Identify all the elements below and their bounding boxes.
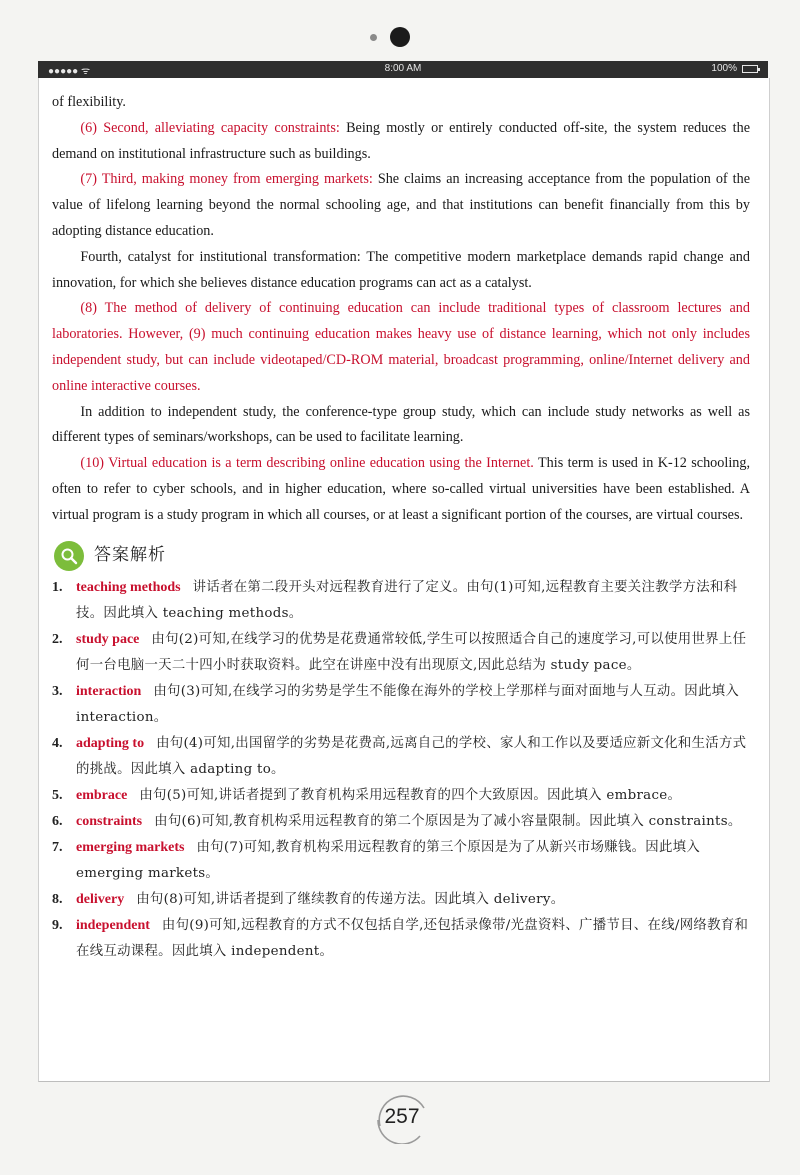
answer-term: study pace <box>76 631 140 647</box>
sentence: In addition to independent study, the conference-type group study, which can include study networks as well as different types of seminars/workshops, can be used to facilitate learning. <box>52 403 750 446</box>
answer-number: 5. <box>52 787 63 803</box>
paragraph <box>52 245 750 297</box>
sentence: of flexibility. <box>52 94 126 110</box>
page-content <box>52 90 750 965</box>
sentence: She claims an increasing acceptance from the population of the value of lifelong learning beyond the normal schooling age, and that institutions can benefit financially from this by adopting distance education. <box>52 171 750 239</box>
answer-explanation: 由句(9)可知,远程教育的方式不仅包括自学,还包括录像带/光盘资料、广播节目、在线/网络教育和在线互动课程。因此填入 independent。 <box>76 917 749 959</box>
sensor-dot <box>370 34 377 41</box>
paragraph <box>52 296 750 399</box>
sentence: Being mostly or entirely conducted off-site, the system reduces the demand on institutional infrastructure such as buildings. <box>52 119 750 162</box>
answer-number: 7. <box>52 839 63 855</box>
paragraph <box>52 167 750 244</box>
camera-lens <box>390 27 410 47</box>
answer-item <box>52 679 750 731</box>
answer-number: 6. <box>52 813 63 829</box>
answer-explanation: 由句(6)可知,教育机构采用远程教育的第二个原因是为了减小容量限制。因此填入 constraints。 <box>154 813 742 829</box>
answer-term: emerging markets <box>76 839 185 855</box>
answer-term: adapting to <box>76 735 145 751</box>
answer-term: independent <box>76 917 150 933</box>
highlighted-sentence: (7) Third, making money from emerging markets: <box>80 171 378 188</box>
answer-list <box>52 575 750 965</box>
highlighted-sentence: (6) Second, alleviating capacity constraints: <box>80 119 347 136</box>
page-number: 257 <box>384 1105 420 1128</box>
answer-term: interaction <box>76 683 142 699</box>
sentence: This term is used in K-12 schooling, often to refer to cyber schools, and in higher education, where so-called virtual universities have been established. A virtual program is a study program in which all courses, or at least a significant portion of the courses, are virtual courses. <box>52 455 750 523</box>
answer-number: 4. <box>52 735 63 751</box>
answer-term: teaching methods <box>76 579 181 595</box>
battery-status <box>711 63 758 74</box>
highlighted-sentence: (8) The method of delivery of continuing education can include traditional types of classroom lectures and laboratories. However, (9) much continuing education makes heavy use of distance learning, which not only includes independent study, but can include videotaped/CD-ROM material, broadcast programming, online/Internet delivery and online interactive courses. <box>52 300 750 394</box>
answer-number: 2. <box>52 631 63 647</box>
device-bezel <box>0 0 800 60</box>
paragraph <box>52 90 750 116</box>
answer-explanation: 由句(4)可知,出国留学的劣势是花费高,远离自己的学校、家人和工作以及要适应新文化和生活方式的挑战。因此填入 adapting to。 <box>76 735 747 777</box>
highlighted-sentence: (10) Virtual education is a term describing online education using the Internet. <box>80 455 538 472</box>
paragraph <box>52 400 750 452</box>
answer-number: 9. <box>52 917 63 933</box>
answer-explanation: 由句(8)可知,讲话者提到了继续教育的传递方法。因此填入 delivery。 <box>136 891 565 907</box>
page-screen <box>38 78 770 1082</box>
clock-time: 8:00 AM <box>384 63 422 74</box>
paragraph <box>52 116 750 168</box>
answer-term: delivery <box>76 891 125 907</box>
answer-number: 3. <box>52 683 63 699</box>
answer-number: 1. <box>52 579 63 595</box>
section-title: 答案解析 <box>94 544 166 565</box>
answer-item <box>52 731 750 783</box>
answer-explanation: 由句(3)可知,在线学习的劣势是学生不能像在海外的学校上学那样与面对面地与人互动。因此填入 interaction。 <box>76 683 740 725</box>
answer-number: 8. <box>52 891 63 907</box>
battery-percent: 100% <box>711 63 737 74</box>
answer-explanation: 讲话者在第二段开头对远程教育进行了定义。由句(1)可知,远程教育主要关注教学方法和科技。因此填入 teaching methods。 <box>76 579 738 621</box>
answer-item <box>52 887 750 913</box>
answer-item <box>52 575 750 627</box>
answer-item <box>52 783 750 809</box>
battery-icon <box>742 65 758 73</box>
answer-explanation: 由句(7)可知,教育机构采用远程教育的第三个原因是为了从新兴市场赚钱。因此填入 emerging markets。 <box>76 839 701 881</box>
answer-item <box>52 809 750 835</box>
answer-item <box>52 835 750 887</box>
answer-item <box>52 913 750 965</box>
answer-term: embrace <box>76 787 128 803</box>
answer-item <box>52 627 750 679</box>
answer-explanation: 由句(2)可知,在线学习的优势是花费通常较低,学生可以按照适合自己的速度学习,可以使用世界上任何一台电脑一天二十四小时获取资料。此空在讲座中没有出现原文,因此总结为 study pace。 <box>76 631 747 673</box>
answer-term: constraints <box>76 813 143 829</box>
paragraph <box>52 451 750 528</box>
passage-text <box>52 90 750 529</box>
status-bar <box>38 61 768 78</box>
answer-section-header <box>52 541 750 571</box>
magnifier-icon <box>54 541 84 571</box>
answer-explanation: 由句(5)可知,讲话者提到了教育机构采用远程教育的四个大致原因。因此填入 embrace。 <box>139 787 682 803</box>
sentence: Fourth, catalyst for institutional transformation: The competitive modern marketplace demands rapid change and innovation, for which she believes distance education programs can act as a catalyst. <box>52 248 750 291</box>
page-number-badge <box>374 1090 430 1144</box>
signal-wifi-icon: ●●●●● ᯤ <box>48 66 91 77</box>
